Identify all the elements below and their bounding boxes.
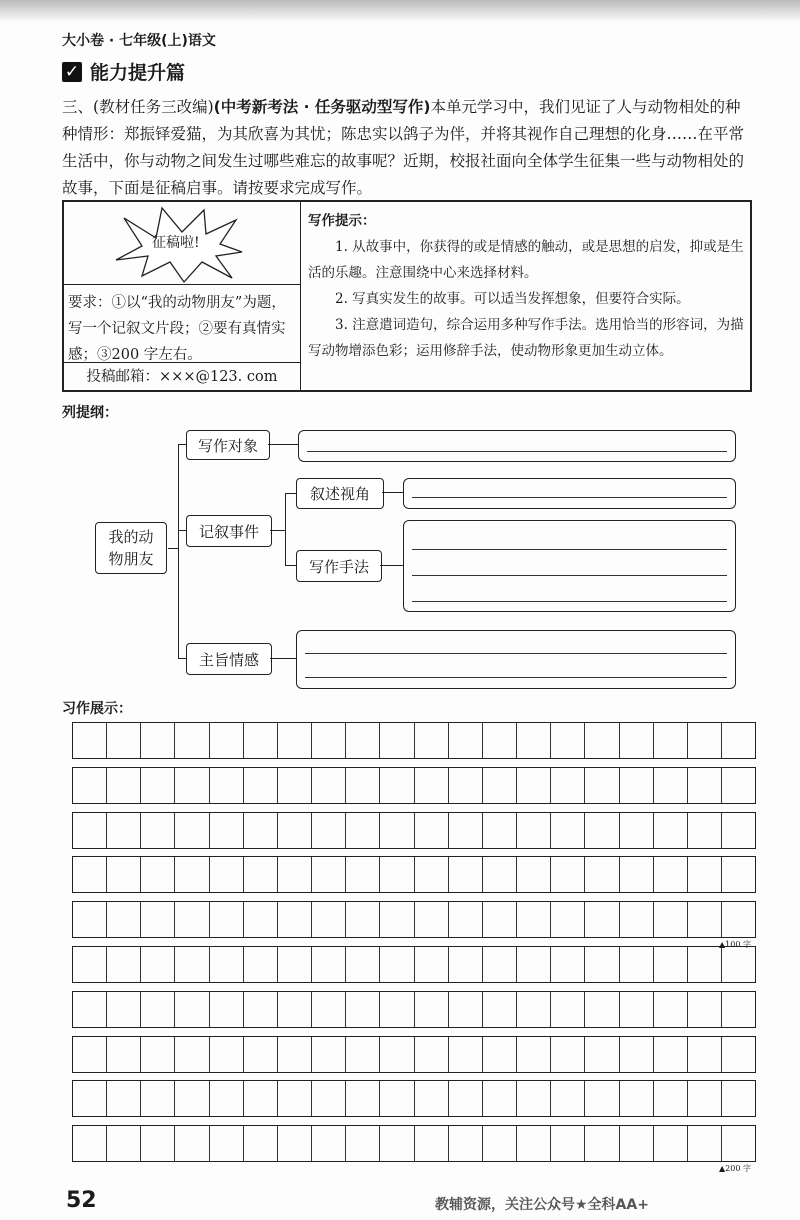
essay-cell[interactable]	[312, 1126, 346, 1161]
essay-cell[interactable]	[380, 947, 414, 982]
essay-cell[interactable]	[175, 813, 209, 848]
essay-cell[interactable]	[688, 902, 722, 937]
essay-cell[interactable]	[551, 992, 585, 1027]
essay-cell[interactable]	[722, 1037, 755, 1072]
essay-cell[interactable]	[244, 1037, 278, 1072]
essay-cell[interactable]	[517, 947, 551, 982]
essay-cell[interactable]	[722, 768, 755, 803]
connector	[168, 548, 178, 549]
essay-cell[interactable]	[551, 723, 585, 758]
node-writing-object: 写作对象	[186, 430, 270, 460]
essay-cell[interactable]	[278, 1081, 312, 1116]
essay-cell[interactable]	[141, 1037, 175, 1072]
essay-cell[interactable]	[244, 857, 278, 892]
essay-cell[interactable]	[517, 813, 551, 848]
essay-cell[interactable]	[483, 857, 517, 892]
essay-cell[interactable]	[722, 723, 755, 758]
essay-cell[interactable]	[620, 1037, 654, 1072]
essay-row[interactable]	[72, 1125, 756, 1162]
essay-cell[interactable]	[551, 857, 585, 892]
node-theme-emotion: 主旨情感	[186, 643, 272, 675]
essay-cell[interactable]	[585, 902, 619, 937]
essay-cell[interactable]	[107, 902, 141, 937]
essay-cell[interactable]	[449, 902, 483, 937]
essay-row[interactable]	[72, 767, 756, 804]
essay-cell[interactable]	[312, 947, 346, 982]
essay-cell[interactable]	[483, 813, 517, 848]
essay-cell[interactable]	[517, 1037, 551, 1072]
essay-cell[interactable]	[415, 723, 449, 758]
essay-cell[interactable]	[449, 1037, 483, 1072]
essay-cell[interactable]	[517, 857, 551, 892]
essay-cell[interactable]	[654, 1126, 688, 1161]
essay-cell[interactable]	[449, 992, 483, 1027]
section-heading	[62, 58, 185, 85]
essay-cell[interactable]	[415, 947, 449, 982]
essay-cell[interactable]	[107, 768, 141, 803]
answer-box-technique[interactable]	[403, 520, 736, 612]
essay-cell[interactable]	[654, 723, 688, 758]
essay-cell[interactable]	[449, 857, 483, 892]
essay-cell[interactable]	[175, 1126, 209, 1161]
essay-cell[interactable]	[551, 1126, 585, 1161]
running-header: 大小卷 · 七年级(上)语文	[62, 33, 216, 49]
essay-cell[interactable]	[688, 723, 722, 758]
question-number: 三、	[62, 98, 94, 116]
essay-cell[interactable]	[175, 857, 209, 892]
essay-cell[interactable]	[620, 857, 654, 892]
essay-cell[interactable]	[312, 992, 346, 1027]
essay-cell[interactable]	[210, 902, 244, 937]
essay-cell[interactable]	[551, 1037, 585, 1072]
essay-cell[interactable]	[244, 1081, 278, 1116]
essay-cell[interactable]	[517, 992, 551, 1027]
essay-cell[interactable]	[620, 992, 654, 1027]
essay-cell[interactable]	[551, 813, 585, 848]
essay-cell[interactable]	[73, 813, 107, 848]
connector	[178, 444, 186, 445]
essay-cell[interactable]	[722, 992, 755, 1027]
essay-cell[interactable]	[312, 857, 346, 892]
essay-cell[interactable]	[585, 947, 619, 982]
essay-cell[interactable]	[210, 947, 244, 982]
essay-cell[interactable]	[210, 768, 244, 803]
essay-cell[interactable]	[620, 813, 654, 848]
essay-cell[interactable]	[141, 1126, 175, 1161]
tips-title: 写作提示：	[308, 213, 376, 229]
essay-cell[interactable]	[722, 1126, 755, 1161]
essay-cell[interactable]	[551, 902, 585, 937]
essay-cell[interactable]	[654, 1037, 688, 1072]
essay-cell[interactable]	[620, 1126, 654, 1161]
essay-cell[interactable]	[517, 768, 551, 803]
essay-cell[interactable]	[688, 1037, 722, 1072]
essay-cell[interactable]	[517, 723, 551, 758]
essay-cell[interactable]	[449, 723, 483, 758]
marker-100: ▲100 字	[719, 940, 751, 949]
essay-cell[interactable]	[107, 857, 141, 892]
connector	[285, 493, 296, 494]
notice-left-column	[64, 202, 301, 390]
essay-cell[interactable]	[517, 1081, 551, 1116]
essay-cell[interactable]	[688, 813, 722, 848]
essay-cell[interactable]	[244, 1126, 278, 1161]
node-narrative-event: 记叙事件	[186, 515, 272, 547]
question-prompt	[62, 94, 752, 202]
essay-row[interactable]	[72, 901, 756, 938]
essay-cell[interactable]	[722, 813, 755, 848]
essay-cell[interactable]	[380, 902, 414, 937]
essay-cell[interactable]	[346, 1081, 380, 1116]
essay-cell[interactable]	[312, 1081, 346, 1116]
bracket	[178, 444, 179, 658]
essay-cell[interactable]	[654, 813, 688, 848]
essay-cell[interactable]	[107, 1081, 141, 1116]
essay-cell[interactable]	[620, 768, 654, 803]
essay-cell[interactable]	[585, 1126, 619, 1161]
question-source: (教材任务三改编)	[93, 98, 214, 116]
marker-200: ▲200 字	[719, 1164, 751, 1173]
essay-cell[interactable]	[346, 857, 380, 892]
essay-cell[interactable]	[585, 857, 619, 892]
essay-cell[interactable]	[483, 902, 517, 937]
essay-cell[interactable]	[210, 1126, 244, 1161]
footer-watermark: 教辅资源，关注公众号★全科AA+	[435, 1197, 649, 1213]
requirements: 要求：①以“我的动物朋友”为题，写一个记叙文片段；②要有真情实感；③200 字左右。	[68, 295, 286, 363]
essay-cell[interactable]	[415, 768, 449, 803]
essay-cell[interactable]	[73, 1126, 107, 1161]
essay-cell[interactable]	[585, 768, 619, 803]
page-number: 52	[66, 1188, 97, 1213]
tip-1: 1. 从故事中，你获得的或是情感的触动，或是思想的启发，抑或是生活的乐趣。注意围绕中心来选择材料。	[308, 239, 744, 281]
essay-cell[interactable]	[654, 857, 688, 892]
essay-cell[interactable]	[244, 768, 278, 803]
essay-cell[interactable]	[585, 813, 619, 848]
essay-cell[interactable]	[654, 768, 688, 803]
essay-cell[interactable]	[210, 813, 244, 848]
essay-cell[interactable]	[551, 768, 585, 803]
essay-cell[interactable]	[141, 857, 175, 892]
essay-label: 习作展示：	[62, 701, 132, 717]
essay-cell[interactable]	[620, 947, 654, 982]
essay-cell[interactable]	[688, 857, 722, 892]
essay-cell[interactable]	[483, 947, 517, 982]
essay-cell[interactable]	[141, 992, 175, 1027]
essay-cell[interactable]	[73, 1081, 107, 1116]
essay-row[interactable]	[72, 856, 756, 893]
question-type: (中考新考法 · 任务驱动型写作)	[213, 98, 431, 116]
essay-cell[interactable]	[312, 902, 346, 937]
essay-cell[interactable]	[346, 1037, 380, 1072]
question-body: 本单元学习中，我们见证了人与动物相处的种种情形：郑振铎爱猫，为其欣喜为其忧；陈忠实以鸽子为伴，并将其视作自己理想的化身……在平常生活中，你与动物之间发生过哪些难忘的故事呢？近期，校报社面向全体学生征集一些与动物相处的故事，下面是征稿启事。请按要求完成写作。	[62, 98, 745, 197]
essay-cell[interactable]	[415, 1037, 449, 1072]
essay-cell[interactable]	[585, 1037, 619, 1072]
essay-cell[interactable]	[415, 1126, 449, 1161]
essay-cell[interactable]	[244, 723, 278, 758]
essay-cell[interactable]	[73, 992, 107, 1027]
essay-cell[interactable]	[449, 1126, 483, 1161]
connector	[380, 565, 403, 566]
essay-cell[interactable]	[346, 902, 380, 937]
essay-cell[interactable]	[278, 1037, 312, 1072]
essay-cell[interactable]	[620, 1081, 654, 1116]
essay-cell[interactable]	[346, 723, 380, 758]
connector	[268, 444, 298, 445]
essay-cell[interactable]	[107, 947, 141, 982]
essay-row[interactable]	[72, 722, 756, 759]
essay-cell[interactable]	[210, 723, 244, 758]
burst-text: 征稿啦!	[152, 235, 200, 251]
connector	[178, 658, 186, 659]
essay-cell[interactable]	[141, 902, 175, 937]
essay-cell[interactable]	[244, 813, 278, 848]
section-title: 能力提升篇	[90, 62, 186, 84]
essay-cell[interactable]	[278, 992, 312, 1027]
essay-cell[interactable]	[278, 1126, 312, 1161]
essay-cell[interactable]	[380, 723, 414, 758]
essay-cell[interactable]	[73, 902, 107, 937]
essay-cell[interactable]	[688, 947, 722, 982]
essay-cell[interactable]	[312, 723, 346, 758]
essay-cell[interactable]	[141, 723, 175, 758]
essay-cell[interactable]	[175, 1037, 209, 1072]
answer-box-theme[interactable]	[296, 630, 736, 689]
essay-cell[interactable]	[415, 1081, 449, 1116]
essay-cell[interactable]	[380, 1081, 414, 1116]
essay-cell[interactable]	[551, 1081, 585, 1116]
essay-cell[interactable]	[483, 768, 517, 803]
essay-cell[interactable]	[73, 947, 107, 982]
essay-cell[interactable]	[722, 947, 755, 982]
essay-cell[interactable]	[483, 992, 517, 1027]
essay-cell[interactable]	[175, 902, 209, 937]
tip-3: 3. 注意遣词造句，综合运用多种写作手法。选用恰当的形容词，为描写动物增添色彩；运用修辞手法，使动物形象更加生动立体。	[308, 317, 744, 359]
tip-2: 2. 写真实发生的故事。可以适当发挥想象，但要符合实际。	[335, 291, 690, 307]
essay-cell[interactable]	[312, 1037, 346, 1072]
essay-cell[interactable]	[346, 813, 380, 848]
essay-cell[interactable]	[346, 992, 380, 1027]
essay-cell[interactable]	[141, 813, 175, 848]
essay-cell[interactable]	[175, 947, 209, 982]
essay-cell[interactable]	[210, 1081, 244, 1116]
essay-cell[interactable]	[175, 768, 209, 803]
essay-cell[interactable]	[688, 1081, 722, 1116]
essay-cell[interactable]	[483, 1126, 517, 1161]
connector	[270, 658, 296, 659]
essay-cell[interactable]	[73, 1037, 107, 1072]
essay-cell[interactable]	[415, 857, 449, 892]
bracket	[285, 493, 286, 565]
essay-cell[interactable]	[380, 768, 414, 803]
essay-row[interactable]	[72, 1080, 756, 1117]
essay-cell[interactable]	[585, 1081, 619, 1116]
essay-cell[interactable]	[380, 1037, 414, 1072]
node-narrative-perspective: 叙述视角	[296, 478, 384, 509]
essay-cell[interactable]	[380, 857, 414, 892]
essay-cell[interactable]	[722, 857, 755, 892]
essay-cell[interactable]	[278, 768, 312, 803]
essay-cell[interactable]	[210, 1037, 244, 1072]
essay-cell[interactable]	[244, 947, 278, 982]
essay-cell[interactable]	[449, 1081, 483, 1116]
essay-cell[interactable]	[244, 902, 278, 937]
essay-row[interactable]	[72, 991, 756, 1028]
essay-cell[interactable]	[551, 947, 585, 982]
essay-cell[interactable]	[585, 992, 619, 1027]
essay-cell[interactable]	[449, 947, 483, 982]
essay-cell[interactable]	[312, 813, 346, 848]
essay-cell[interactable]	[346, 1126, 380, 1161]
essay-cell[interactable]	[517, 902, 551, 937]
essay-cell[interactable]	[483, 1081, 517, 1116]
essay-cell[interactable]	[107, 1126, 141, 1161]
connector	[382, 492, 403, 493]
essay-cell[interactable]	[688, 768, 722, 803]
essay-cell[interactable]	[722, 902, 755, 937]
essay-cell[interactable]	[483, 723, 517, 758]
essay-cell[interactable]	[73, 857, 107, 892]
essay-cell[interactable]	[654, 947, 688, 982]
essay-row[interactable]	[72, 1036, 756, 1073]
essay-cell[interactable]	[620, 902, 654, 937]
submission-email: 投稿邮箱：×××@123. com	[64, 362, 300, 391]
checkbox-icon: ✓	[62, 62, 82, 82]
essay-cell[interactable]	[688, 1126, 722, 1161]
essay-row[interactable]	[72, 812, 756, 849]
essay-cell[interactable]	[312, 768, 346, 803]
essay-cell[interactable]	[278, 857, 312, 892]
essay-cell[interactable]	[483, 1037, 517, 1072]
essay-cell[interactable]	[107, 813, 141, 848]
outline-label: 列提纲：	[62, 405, 118, 421]
essay-cell[interactable]	[380, 1126, 414, 1161]
connector	[285, 565, 296, 566]
answer-box-perspective[interactable]	[403, 478, 736, 509]
essay-cell[interactable]	[73, 723, 107, 758]
essay-cell[interactable]	[449, 768, 483, 803]
essay-cell[interactable]	[210, 857, 244, 892]
essay-cell[interactable]	[688, 992, 722, 1027]
notice-box	[62, 200, 752, 392]
essay-cell[interactable]	[210, 992, 244, 1027]
essay-cell[interactable]	[585, 723, 619, 758]
essay-cell[interactable]	[107, 723, 141, 758]
essay-cell[interactable]	[415, 813, 449, 848]
essay-cell[interactable]	[278, 902, 312, 937]
essay-cell[interactable]	[654, 902, 688, 937]
essay-cell[interactable]	[380, 992, 414, 1027]
burst-panel	[64, 202, 300, 285]
essay-cell[interactable]	[346, 947, 380, 982]
essay-cell[interactable]	[415, 902, 449, 937]
outline-root: 我的动物朋友	[95, 522, 167, 574]
essay-cell[interactable]	[722, 1081, 755, 1116]
essay-row[interactable]	[72, 946, 756, 983]
essay-cell[interactable]	[449, 813, 483, 848]
essay-cell[interactable]	[141, 947, 175, 982]
connector	[178, 530, 186, 531]
essay-cell[interactable]	[175, 1081, 209, 1116]
essay-cell[interactable]	[141, 1081, 175, 1116]
essay-cell[interactable]	[278, 947, 312, 982]
essay-cell[interactable]	[107, 1037, 141, 1072]
writing-tips	[308, 208, 744, 364]
essay-cell[interactable]	[278, 723, 312, 758]
node-writing-technique: 写作手法	[296, 550, 382, 582]
essay-cell[interactable]	[654, 992, 688, 1027]
essay-cell[interactable]	[380, 813, 414, 848]
scan-shadow	[0, 0, 800, 22]
essay-cell[interactable]	[175, 992, 209, 1027]
essay-cell[interactable]	[141, 768, 175, 803]
essay-cell[interactable]	[107, 992, 141, 1027]
essay-cell[interactable]	[620, 723, 654, 758]
connector	[270, 530, 285, 531]
essay-cell[interactable]	[278, 813, 312, 848]
essay-cell[interactable]	[73, 768, 107, 803]
essay-cell[interactable]	[517, 1126, 551, 1161]
answer-box-object[interactable]	[298, 430, 736, 462]
essay-cell[interactable]	[654, 1081, 688, 1116]
essay-cell[interactable]	[175, 723, 209, 758]
essay-cell[interactable]	[244, 992, 278, 1027]
essay-cell[interactable]	[346, 768, 380, 803]
essay-cell[interactable]	[415, 992, 449, 1027]
